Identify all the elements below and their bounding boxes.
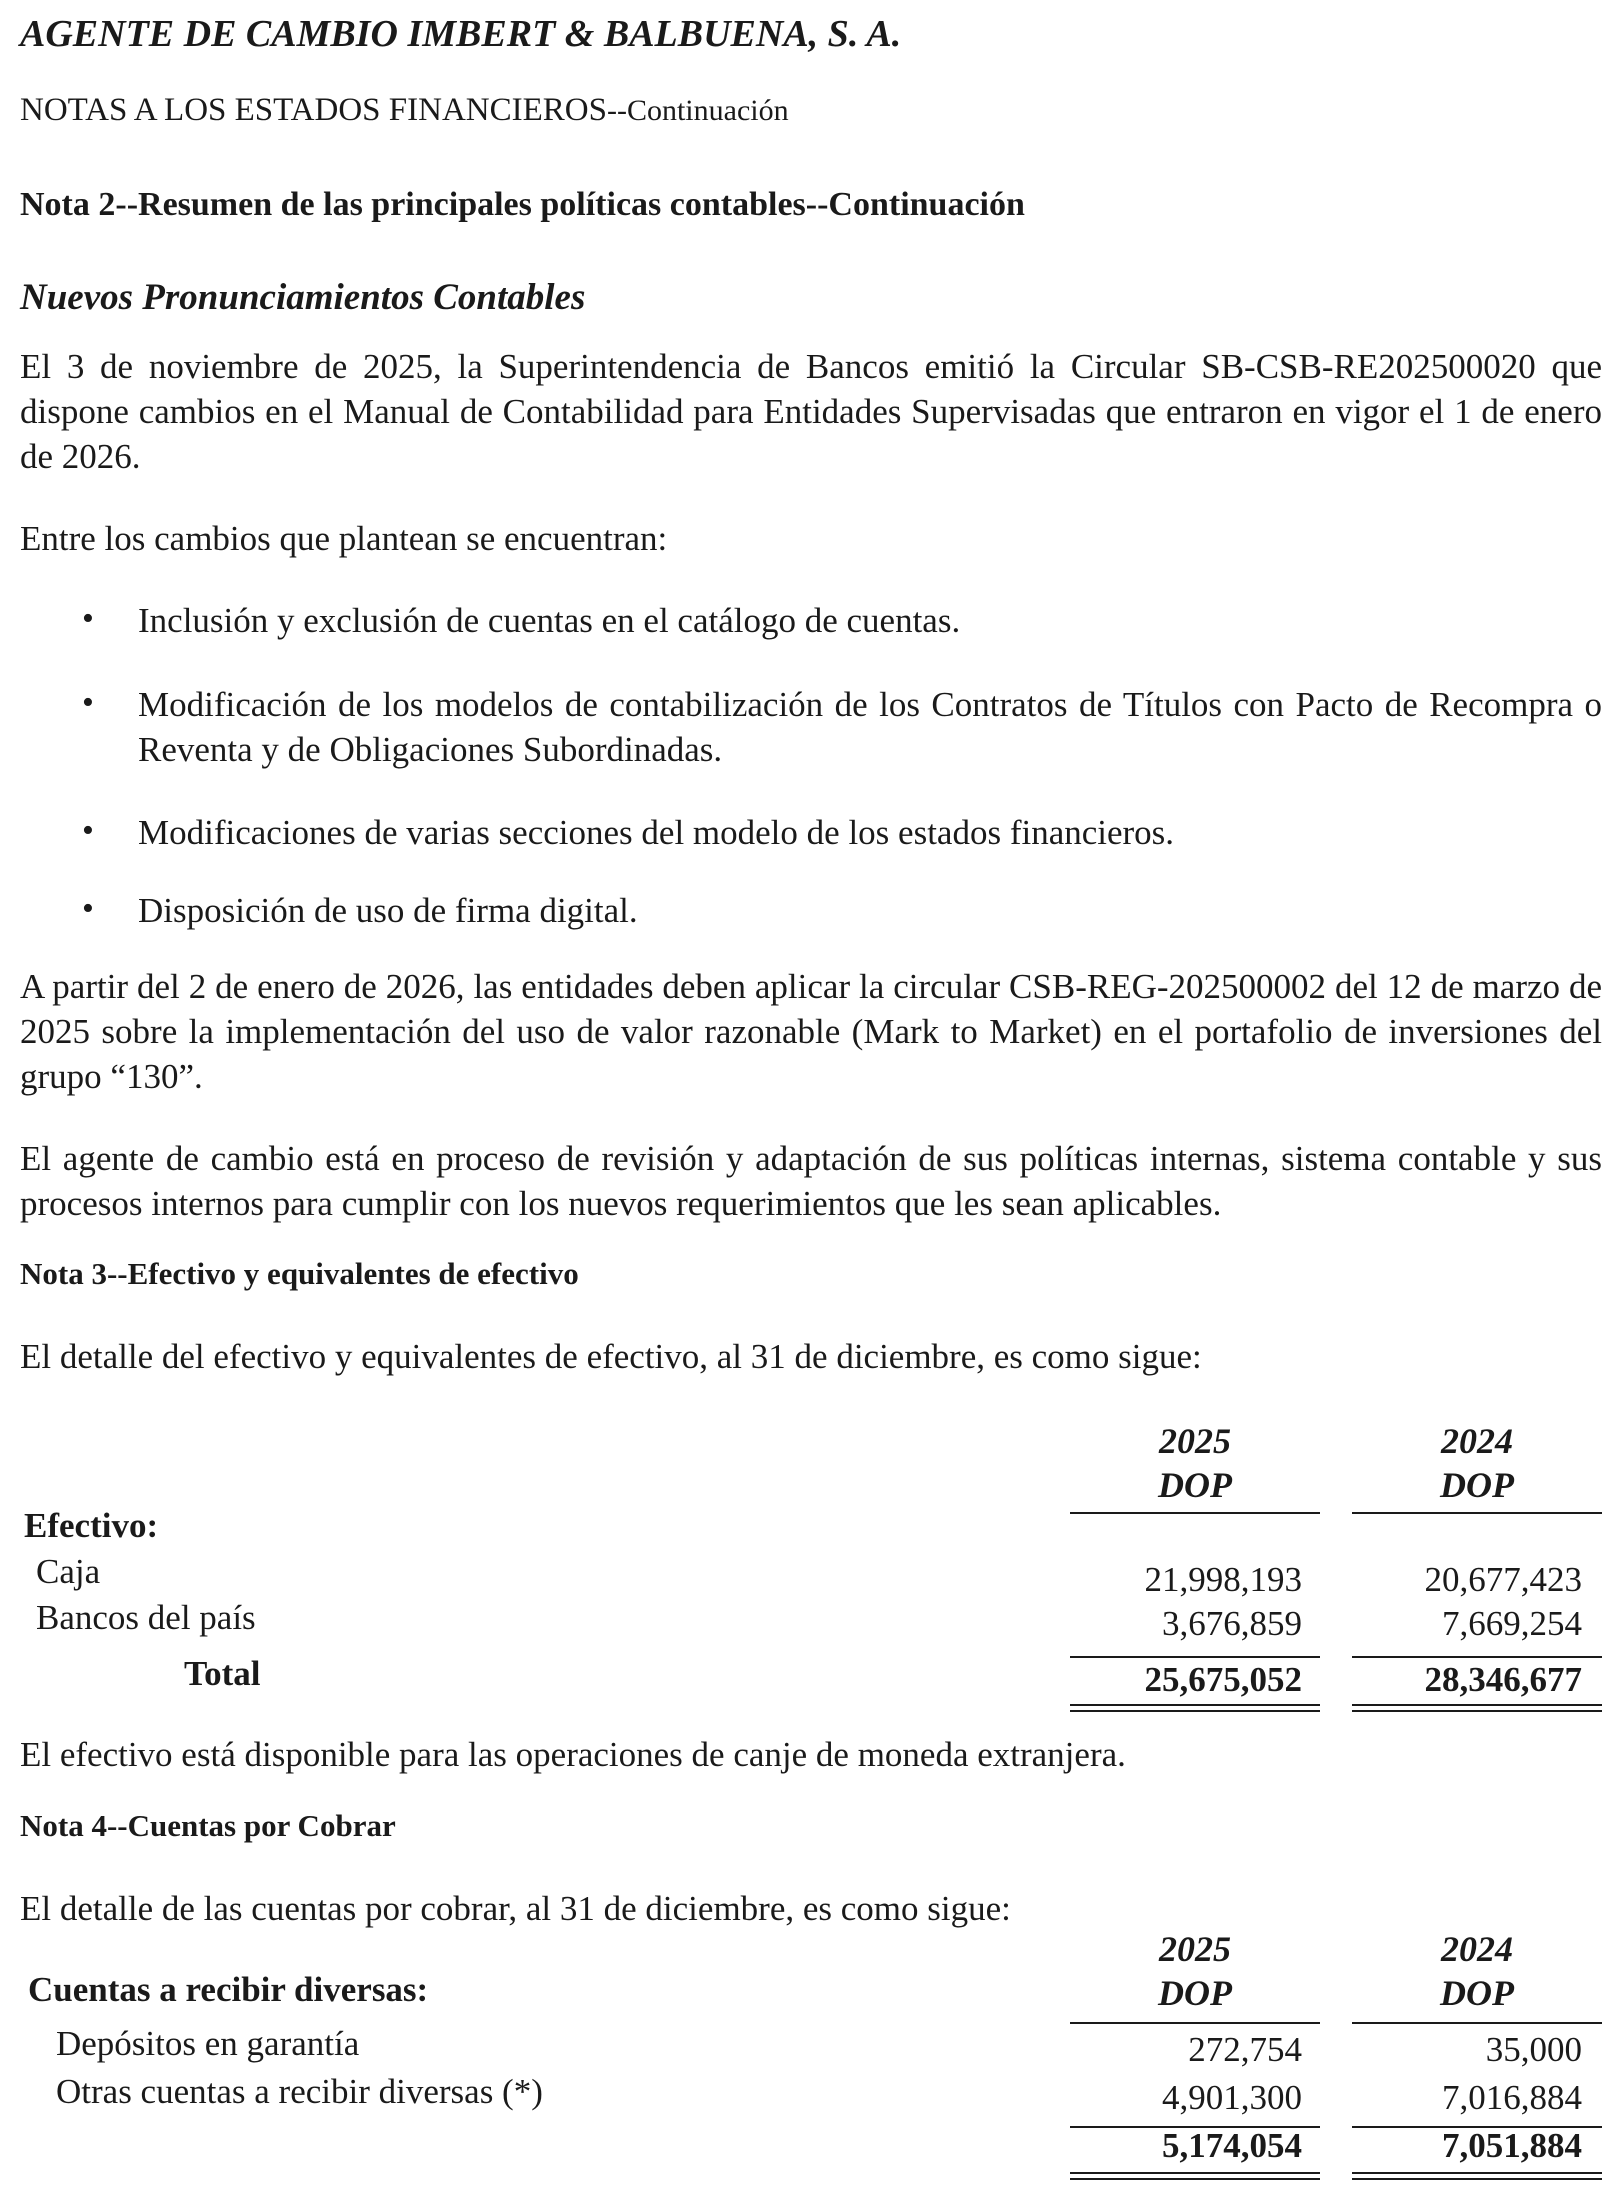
nota4-col-2025-year: 2025 xyxy=(1159,1929,1231,1969)
nota3-total-label: Total xyxy=(184,1654,261,1693)
nota3-col-2025-rule xyxy=(1070,1512,1320,1514)
nota4-total-double-rule-a xyxy=(1352,2172,1602,2174)
nota2-paragraph-1: El 3 de noviembre de 2025, la Superintendencia de Bancos emitió la Circular SB-CSB-RE202500020 que dispone cambios en el Manual de Contabilidad para Entidades Supervisadas que entraron en vigor el 1 de enero de 2026. xyxy=(20,347,1602,476)
nota3-note: El efectivo está disponible para las operaciones de canje de moneda extranjera. xyxy=(20,1735,1126,1774)
nota3-total-double-rule-b xyxy=(1070,1710,1320,1712)
bullet-icon: • xyxy=(82,890,94,927)
nota3-total-double-rule-a xyxy=(1352,1704,1602,1706)
bullet-icon: • xyxy=(82,600,94,637)
bullet-item-2: Modificación de los modelos de contabilización de los Contratos de Títulos con Pacto de Recompra o Reventa y de Obligaciones Subordinadas. xyxy=(138,685,1602,769)
nota3-row-value-2025: 21,998,193 xyxy=(1144,1560,1302,1599)
nota3-subtotal-rule-2024 xyxy=(1352,1656,1602,1658)
nota3-col-2025-year: 2025 xyxy=(1159,1421,1231,1461)
company-name: AGENTE DE CAMBIO IMBERT & BALBUENA, S. A. xyxy=(20,13,902,55)
nota2-heading: Nota 2--Resumen de las principales políticas contables--Continuación xyxy=(20,186,1025,223)
nota4-row-value-2024: 7,016,884 xyxy=(1442,2078,1582,2117)
nota3-col-2025-currency: DOP xyxy=(1158,1465,1232,1505)
bullet-item-3: Modificaciones de varias secciones del modelo de los estados financieros. xyxy=(138,813,1175,852)
nota4-total-double-rule-a xyxy=(1070,2172,1320,2174)
nota2-paragraph-2: Entre los cambios que plantean se encuentran: xyxy=(20,519,668,558)
nota4-col-2024-currency: DOP xyxy=(1440,1973,1514,2013)
nota3-row-value-2024: 20,677,423 xyxy=(1424,1560,1582,1599)
nota3-section-label: Efectivo: xyxy=(24,1506,159,1545)
nota3-col-2024-currency: DOP xyxy=(1440,1465,1514,1505)
nota2-subheading: Nuevos Pronunciamientos Contables xyxy=(20,277,586,318)
nota4-row-label: Depósitos en garantía xyxy=(56,2024,360,2063)
nota4-intro: El detalle de las cuentas por cobrar, al 31 de diciembre, es como sigue: xyxy=(20,1889,1011,1928)
nota3-row-value-2025: 3,676,859 xyxy=(1162,1604,1302,1643)
nota3-total-double-rule-a xyxy=(1070,1704,1320,1706)
bullet-icon: • xyxy=(82,812,94,849)
bullet-icon: • xyxy=(82,684,94,721)
nota3-total-2024: 28,346,677 xyxy=(1424,1660,1582,1699)
nota3-total-double-rule-b xyxy=(1352,1710,1602,1712)
nota4-col-2024-rule xyxy=(1352,2022,1602,2024)
nota3-row-label: Caja xyxy=(36,1552,101,1591)
nota4-total-double-rule-b xyxy=(1070,2178,1320,2180)
nota4-total-2024: 7,051,884 xyxy=(1442,2126,1582,2165)
nota3-subtotal-rule-2025 xyxy=(1070,1656,1320,1658)
nota3-row-label: Bancos del país xyxy=(36,1598,256,1637)
nota3-intro: El detalle del efectivo y equivalentes de efectivo, al 31 de diciembre, es como sigue: xyxy=(20,1337,1202,1376)
subtitle-continuation: --Continuación xyxy=(606,94,789,127)
nota2-paragraph-3: A partir del 2 de enero de 2026, las entidades deben aplicar la circular CSB-REG-202500002 del 12 de marzo de 2025 sobre la implementación del uso de valor razonable (Mark to Market) en el portafolio de inversiones del grupo “130”. xyxy=(20,967,1602,1096)
nota3-total-2025: 25,675,052 xyxy=(1144,1660,1302,1699)
nota4-row-value-2025: 272,754 xyxy=(1188,2030,1302,2069)
nota2-paragraph-4: El agente de cambio está en proceso de revisión y adaptación de sus políticas internas, sistema contable y sus procesos internos para cumplir con los nuevos requerimientos que les sean aplicables. xyxy=(20,1139,1602,1223)
nota4-row-label: Otras cuentas a recibir diversas (*) xyxy=(56,2072,543,2111)
subtitle-main: NOTAS A LOS ESTADOS FINANCIEROS xyxy=(20,92,607,128)
nota4-row-value-2025: 4,901,300 xyxy=(1162,2078,1302,2117)
nota3-col-2024-year: 2024 xyxy=(1441,1421,1513,1461)
nota4-heading: Nota 4--Cuentas por Cobrar xyxy=(20,1808,396,1843)
notes-subtitle xyxy=(20,92,789,129)
nota4-col-2025-rule xyxy=(1070,2022,1320,2024)
bullet-item-1: Inclusión y exclusión de cuentas en el catálogo de cuentas. xyxy=(138,601,961,640)
nota4-col-2025-currency: DOP xyxy=(1158,1973,1232,2013)
nota4-total-double-rule-b xyxy=(1352,2178,1602,2180)
nota3-row-value-2024: 7,669,254 xyxy=(1442,1604,1582,1643)
nota3-heading: Nota 3--Efectivo y equivalentes de efectivo xyxy=(20,1256,579,1291)
nota4-total-2025: 5,174,054 xyxy=(1162,2126,1302,2165)
nota4-col-2024-year: 2024 xyxy=(1441,1929,1513,1969)
bullet-item-4: Disposición de uso de firma digital. xyxy=(138,891,638,930)
nota4-row-value-2024: 35,000 xyxy=(1485,2030,1582,2069)
nota3-col-2024-rule xyxy=(1352,1512,1602,1514)
nota4-section-label: Cuentas a recibir diversas: xyxy=(28,1970,429,2009)
